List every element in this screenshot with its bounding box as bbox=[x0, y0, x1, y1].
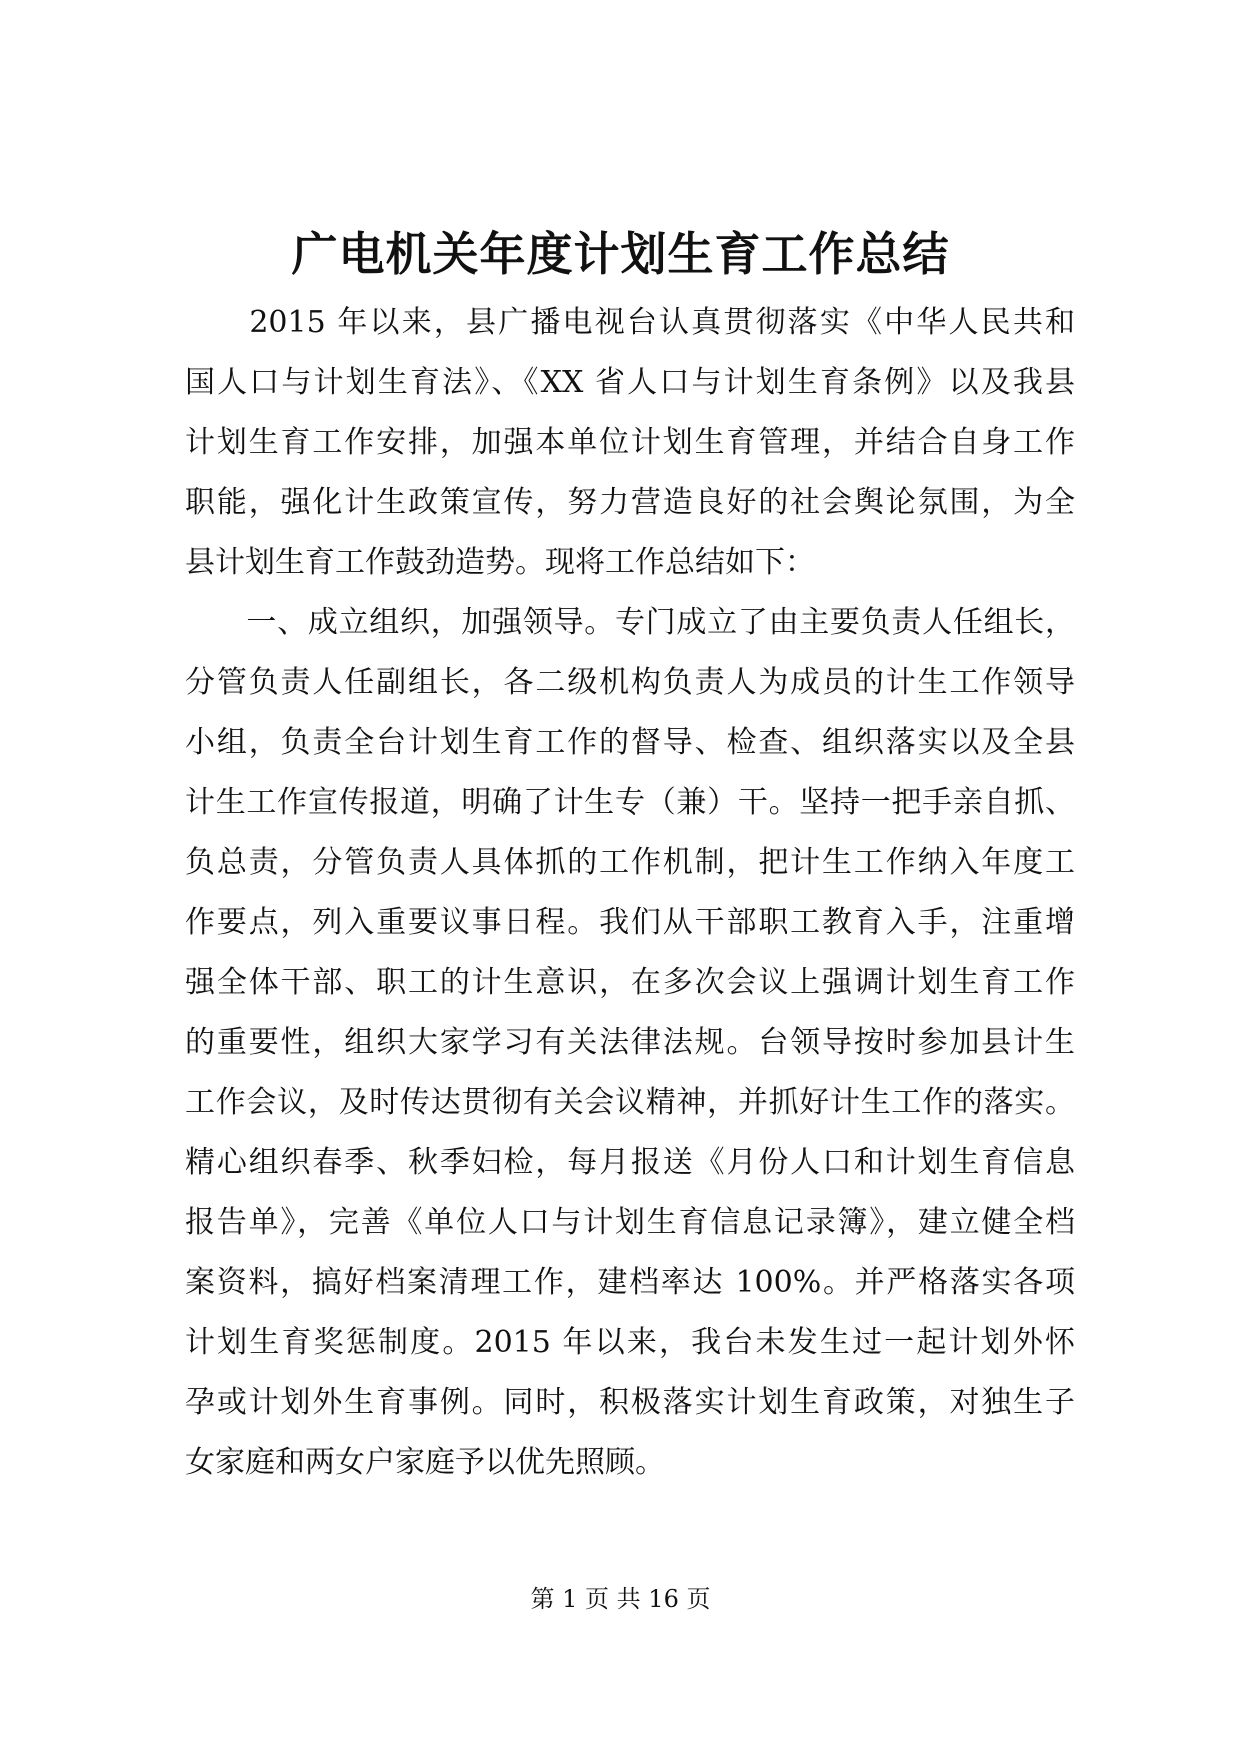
body-line: 强全体干部、职工的计生意识，在多次会议上强调计划生育工作 bbox=[185, 965, 1075, 1000]
body-line: 孕或计划外生育事例。同时，积极落实计划生育政策，对独生子 bbox=[185, 1385, 1075, 1420]
body-line: 报告单》，完善《单位人口与计划生育信息记录簿》，建立健全档 bbox=[185, 1205, 1075, 1240]
body-line: 精心组织春季、秋季妇检，每月报送《月份人口和计划生育信息 bbox=[185, 1145, 1075, 1180]
body-line: 职能，强化计生政策宣传，努力营造良好的社会舆论氛围，为全 bbox=[185, 485, 1075, 520]
body-line: 一、成立组织，加强领导。专门成立了由主要负责人任组长， bbox=[185, 605, 1075, 640]
body-line: 分管负责人任副组长，各二级机构负责人为成员的计生工作领导 bbox=[185, 665, 1075, 700]
document-body bbox=[185, 293, 1075, 1493]
body-line: 县计划生育工作鼓劲造势。现将工作总结如下： bbox=[185, 545, 815, 580]
body-line: 计划生育奖惩制度。2015 年以来，我台未发生过一起计划外怀 bbox=[185, 1325, 1075, 1360]
body-line: 作要点，列入重要议事日程。我们从干部职工教育入手，注重增 bbox=[185, 905, 1075, 940]
body-line: 小组，负责全台计划生育工作的督导、检查、组织落实以及全县 bbox=[185, 725, 1075, 760]
body-line: 工作会议，及时传达贯彻有关会议精神，并抓好计生工作的落实。 bbox=[185, 1085, 1075, 1120]
body-line: 计划生育工作安排，加强本单位计划生育管理，并结合自身工作 bbox=[185, 425, 1075, 460]
body-line: 2015 年以来，县广播电视台认真贯彻落实《中华人民共和 bbox=[185, 305, 1075, 340]
body-line: 国人口与计划生育法》、《XX 省人口与计划生育条例》以及我县 bbox=[185, 365, 1075, 400]
body-line: 负总责，分管负责人具体抓的工作机制，把计生工作纳入年度工 bbox=[185, 845, 1075, 880]
body-line: 女家庭和两女户家庭予以优先照顾。 bbox=[185, 1445, 665, 1480]
body-line: 计生工作宣传报道，明确了计生专（兼）干。坚持一把手亲自抓、 bbox=[185, 785, 1075, 820]
document-title: 广电机关年度计划生育工作总结 bbox=[291, 227, 950, 281]
body-line: 的重要性，组织大家学习有关法律法规。台领导按时参加县计生 bbox=[185, 1025, 1075, 1060]
page-footer: 第 1 页 共 16 页 bbox=[530, 1585, 711, 1613]
body-line: 案资料，搞好档案清理工作，建档率达 100%。并严格落实各项 bbox=[185, 1265, 1075, 1300]
